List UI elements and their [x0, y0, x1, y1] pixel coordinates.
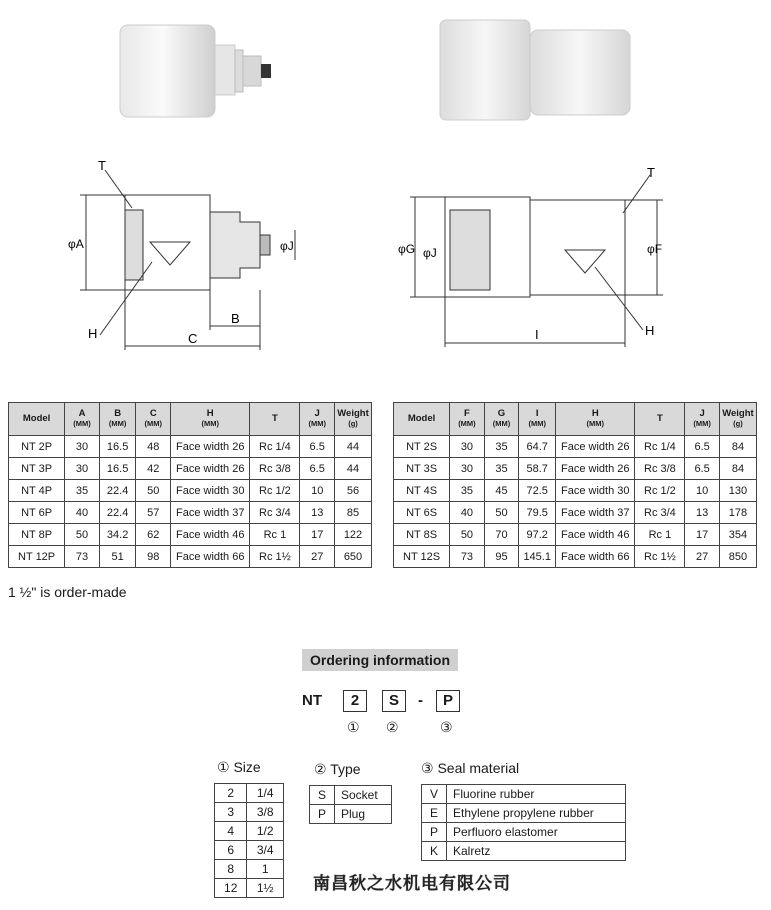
col-header: T — [635, 403, 685, 436]
col-header: I (MM) — [519, 403, 556, 436]
plug-spec-table — [8, 402, 372, 568]
table-cell: 34.2 — [99, 524, 136, 546]
table-cell: Face width 66 — [556, 546, 635, 568]
table-cell: Rc 1 — [250, 524, 300, 546]
table-cell: Face width 30 — [171, 480, 250, 502]
plug-label-b: B — [231, 311, 240, 326]
table-cell: V — [422, 785, 447, 804]
table-cell: E — [422, 804, 447, 823]
table-cell: NT 2S — [394, 436, 450, 458]
table-cell: Ethylene propylene rubber — [447, 804, 626, 823]
code-seal-box: P — [436, 690, 460, 712]
table-cell: 354 — [719, 524, 756, 546]
table-row — [422, 842, 626, 861]
table-cell: Kalretz — [447, 842, 626, 861]
table-cell: NT 4S — [394, 480, 450, 502]
table-cell: NT 8S — [394, 524, 450, 546]
plug-label-t: T — [98, 158, 106, 173]
table-cell: Rc 1/2 — [635, 480, 685, 502]
socket-diagram — [395, 155, 685, 355]
table-cell: P — [422, 823, 447, 842]
table-cell: NT 6S — [394, 502, 450, 524]
table-row — [394, 480, 757, 502]
col-header: Model — [9, 403, 65, 436]
table-cell: 35 — [65, 480, 100, 502]
table-cell: 850 — [719, 546, 756, 568]
table-cell: 57 — [136, 502, 171, 524]
table-cell: 30 — [450, 458, 485, 480]
table-cell: 40 — [65, 502, 100, 524]
socket-photo — [430, 5, 640, 125]
table-cell: 27 — [300, 546, 335, 568]
socket-label-t: T — [647, 165, 655, 180]
table-cell: NT 2P — [9, 436, 65, 458]
table-row — [215, 803, 284, 822]
table-cell: Plug — [335, 805, 392, 824]
table-row — [215, 784, 284, 803]
table-cell: 70 — [484, 524, 519, 546]
table-cell: 13 — [300, 502, 335, 524]
size-table — [214, 783, 284, 898]
table-cell: Rc 3/8 — [250, 458, 300, 480]
plug-photo — [110, 10, 280, 120]
table-cell: 97.2 — [519, 524, 556, 546]
company-watermark: 南昌秋之水机电有限公司 — [313, 874, 511, 893]
table-cell: NT 8P — [9, 524, 65, 546]
col-header: Model — [394, 403, 450, 436]
table-cell: 3 — [215, 803, 247, 822]
table-cell: Rc 3/8 — [635, 458, 685, 480]
table-row — [215, 841, 284, 860]
table-cell: NT 12S — [394, 546, 450, 568]
table-cell: 16.5 — [99, 436, 136, 458]
table-cell: 50 — [136, 480, 171, 502]
col-header: B (MM) — [99, 403, 136, 436]
table-row — [422, 785, 626, 804]
table-cell: NT 6P — [9, 502, 65, 524]
table-cell: 56 — [335, 480, 372, 502]
table-row — [422, 804, 626, 823]
table-cell: 6 — [215, 841, 247, 860]
table-row — [9, 546, 372, 568]
table-cell: Rc 3/4 — [635, 502, 685, 524]
table-cell: 145.1 — [519, 546, 556, 568]
col-header: F (MM) — [450, 403, 485, 436]
marker-1: ① — [347, 719, 360, 735]
table-cell: Face width 37 — [556, 502, 635, 524]
table-cell: 6.5 — [300, 436, 335, 458]
table-cell: 10 — [685, 480, 720, 502]
table-cell: Rc 1/4 — [250, 436, 300, 458]
table-cell: 50 — [65, 524, 100, 546]
table-cell: 22.4 — [99, 502, 136, 524]
socket-label-f: φF — [647, 242, 663, 256]
socket-label-i: I — [535, 327, 539, 342]
table-cell: 13 — [685, 502, 720, 524]
col-header: Weight (g) — [335, 403, 372, 436]
marker-3: ③ — [440, 719, 453, 735]
table-cell: NT 3S — [394, 458, 450, 480]
type-heading: ② Type — [314, 761, 361, 777]
table-cell: 79.5 — [519, 502, 556, 524]
table-cell: 17 — [300, 524, 335, 546]
code-dash: - — [418, 692, 423, 709]
table-row — [215, 822, 284, 841]
table-cell: Face width 46 — [171, 524, 250, 546]
seal-table — [421, 784, 626, 861]
table-cell: K — [422, 842, 447, 861]
table-row — [394, 524, 757, 546]
table-cell: Rc 1 — [635, 524, 685, 546]
plug-label-h: H — [88, 326, 98, 341]
table-cell: 50 — [484, 502, 519, 524]
table-cell: 35 — [484, 436, 519, 458]
table-cell: NT 3P — [9, 458, 65, 480]
col-header: H (MM) — [556, 403, 635, 436]
table-cell: NT 4P — [9, 480, 65, 502]
table-row — [215, 860, 284, 879]
table-cell: 73 — [450, 546, 485, 568]
code-size-box: 2 — [343, 690, 367, 712]
table-cell: 30 — [65, 436, 100, 458]
type-table — [309, 785, 392, 824]
table-cell: 17 — [685, 524, 720, 546]
socket-table-header — [394, 403, 757, 436]
col-header: J (MM) — [300, 403, 335, 436]
col-header: A (MM) — [65, 403, 100, 436]
marker-2: ② — [386, 719, 399, 735]
table-cell: 35 — [484, 458, 519, 480]
table-row — [215, 879, 284, 898]
table-cell: 1/4 — [247, 784, 284, 803]
table-cell: 85 — [335, 502, 372, 524]
table-cell: 8 — [215, 860, 247, 879]
table-cell: Rc 1/4 — [635, 436, 685, 458]
order-made-note: 1 ½" is order-made — [8, 584, 127, 600]
seal-heading: ③ Seal material — [421, 760, 520, 776]
col-header: Weight (g) — [719, 403, 756, 436]
table-cell: 95 — [484, 546, 519, 568]
table-cell: 4 — [215, 822, 247, 841]
table-cell: Rc 1½ — [250, 546, 300, 568]
table-row — [310, 805, 392, 824]
table-cell: 10 — [300, 480, 335, 502]
table-cell: Socket — [335, 786, 392, 805]
table-cell: Face width 66 — [171, 546, 250, 568]
plug-label-c: C — [188, 331, 198, 346]
table-cell: 64.7 — [519, 436, 556, 458]
table-row — [9, 436, 372, 458]
table-cell: 6.5 — [685, 458, 720, 480]
table-cell: 72.5 — [519, 480, 556, 502]
table-row — [310, 786, 392, 805]
table-cell: 84 — [719, 458, 756, 480]
table-cell: 42 — [136, 458, 171, 480]
table-cell: 30 — [65, 458, 100, 480]
table-row — [9, 524, 372, 546]
socket-spec-table — [393, 402, 757, 568]
table-cell: S — [310, 786, 335, 805]
table-cell: Face width 30 — [556, 480, 635, 502]
table-cell: Face width 26 — [171, 458, 250, 480]
table-cell: Rc 3/4 — [250, 502, 300, 524]
col-header: C (MM) — [136, 403, 171, 436]
table-cell: Fluorine rubber — [447, 785, 626, 804]
table-cell: 1½ — [247, 879, 284, 898]
table-cell: 1 — [247, 860, 284, 879]
table-cell: Rc 1/2 — [250, 480, 300, 502]
table-row — [422, 823, 626, 842]
table-cell: 1/2 — [247, 822, 284, 841]
table-row — [9, 502, 372, 524]
table-cell: Face width 37 — [171, 502, 250, 524]
table-cell: 84 — [719, 436, 756, 458]
table-cell: 3/8 — [247, 803, 284, 822]
table-cell: 73 — [65, 546, 100, 568]
size-heading: ① Size — [217, 759, 261, 775]
table-row — [394, 436, 757, 458]
table-cell: P — [310, 805, 335, 824]
table-cell: 27 — [685, 546, 720, 568]
table-cell: 3/4 — [247, 841, 284, 860]
table-cell: 130 — [719, 480, 756, 502]
plug-table-header — [9, 403, 372, 436]
plug-diagram — [40, 150, 340, 355]
table-cell: 48 — [136, 436, 171, 458]
table-cell: 58.7 — [519, 458, 556, 480]
table-cell: Face width 26 — [556, 458, 635, 480]
table-cell: 12 — [215, 879, 247, 898]
code-type-box: S — [382, 690, 406, 712]
table-cell: Perfluoro elastomer — [447, 823, 626, 842]
table-cell: 98 — [136, 546, 171, 568]
socket-label-j: φJ — [423, 246, 437, 260]
table-cell: 40 — [450, 502, 485, 524]
table-cell: 44 — [335, 436, 372, 458]
col-header: G (MM) — [484, 403, 519, 436]
table-cell: Face width 26 — [171, 436, 250, 458]
table-cell: 44 — [335, 458, 372, 480]
table-cell: 2 — [215, 784, 247, 803]
table-cell: 22.4 — [99, 480, 136, 502]
socket-label-h: H — [645, 323, 655, 338]
table-cell: NT 12P — [9, 546, 65, 568]
table-cell: 45 — [484, 480, 519, 502]
col-header: T — [250, 403, 300, 436]
table-cell: 178 — [719, 502, 756, 524]
table-cell: 35 — [450, 480, 485, 502]
plug-label-j: φJ — [280, 239, 294, 253]
col-header: J (MM) — [685, 403, 720, 436]
table-row — [394, 546, 757, 568]
table-cell: 16.5 — [99, 458, 136, 480]
ordering-title: Ordering information — [302, 649, 458, 671]
table-cell: Face width 26 — [556, 436, 635, 458]
socket-label-g: φG — [398, 242, 416, 256]
table-cell: 30 — [450, 436, 485, 458]
table-cell: 62 — [136, 524, 171, 546]
table-cell: 6.5 — [300, 458, 335, 480]
table-cell: 51 — [99, 546, 136, 568]
table-cell: Face width 46 — [556, 524, 635, 546]
code-prefix: NT — [302, 692, 322, 709]
col-header: H (MM) — [171, 403, 250, 436]
table-row — [394, 458, 757, 480]
table-cell: 6.5 — [685, 436, 720, 458]
table-cell: Rc 1½ — [635, 546, 685, 568]
table-cell: 650 — [335, 546, 372, 568]
table-cell: 50 — [450, 524, 485, 546]
table-row — [9, 458, 372, 480]
plug-label-a: φA — [68, 237, 84, 251]
table-row — [9, 480, 372, 502]
table-row — [394, 502, 757, 524]
table-cell: 122 — [335, 524, 372, 546]
